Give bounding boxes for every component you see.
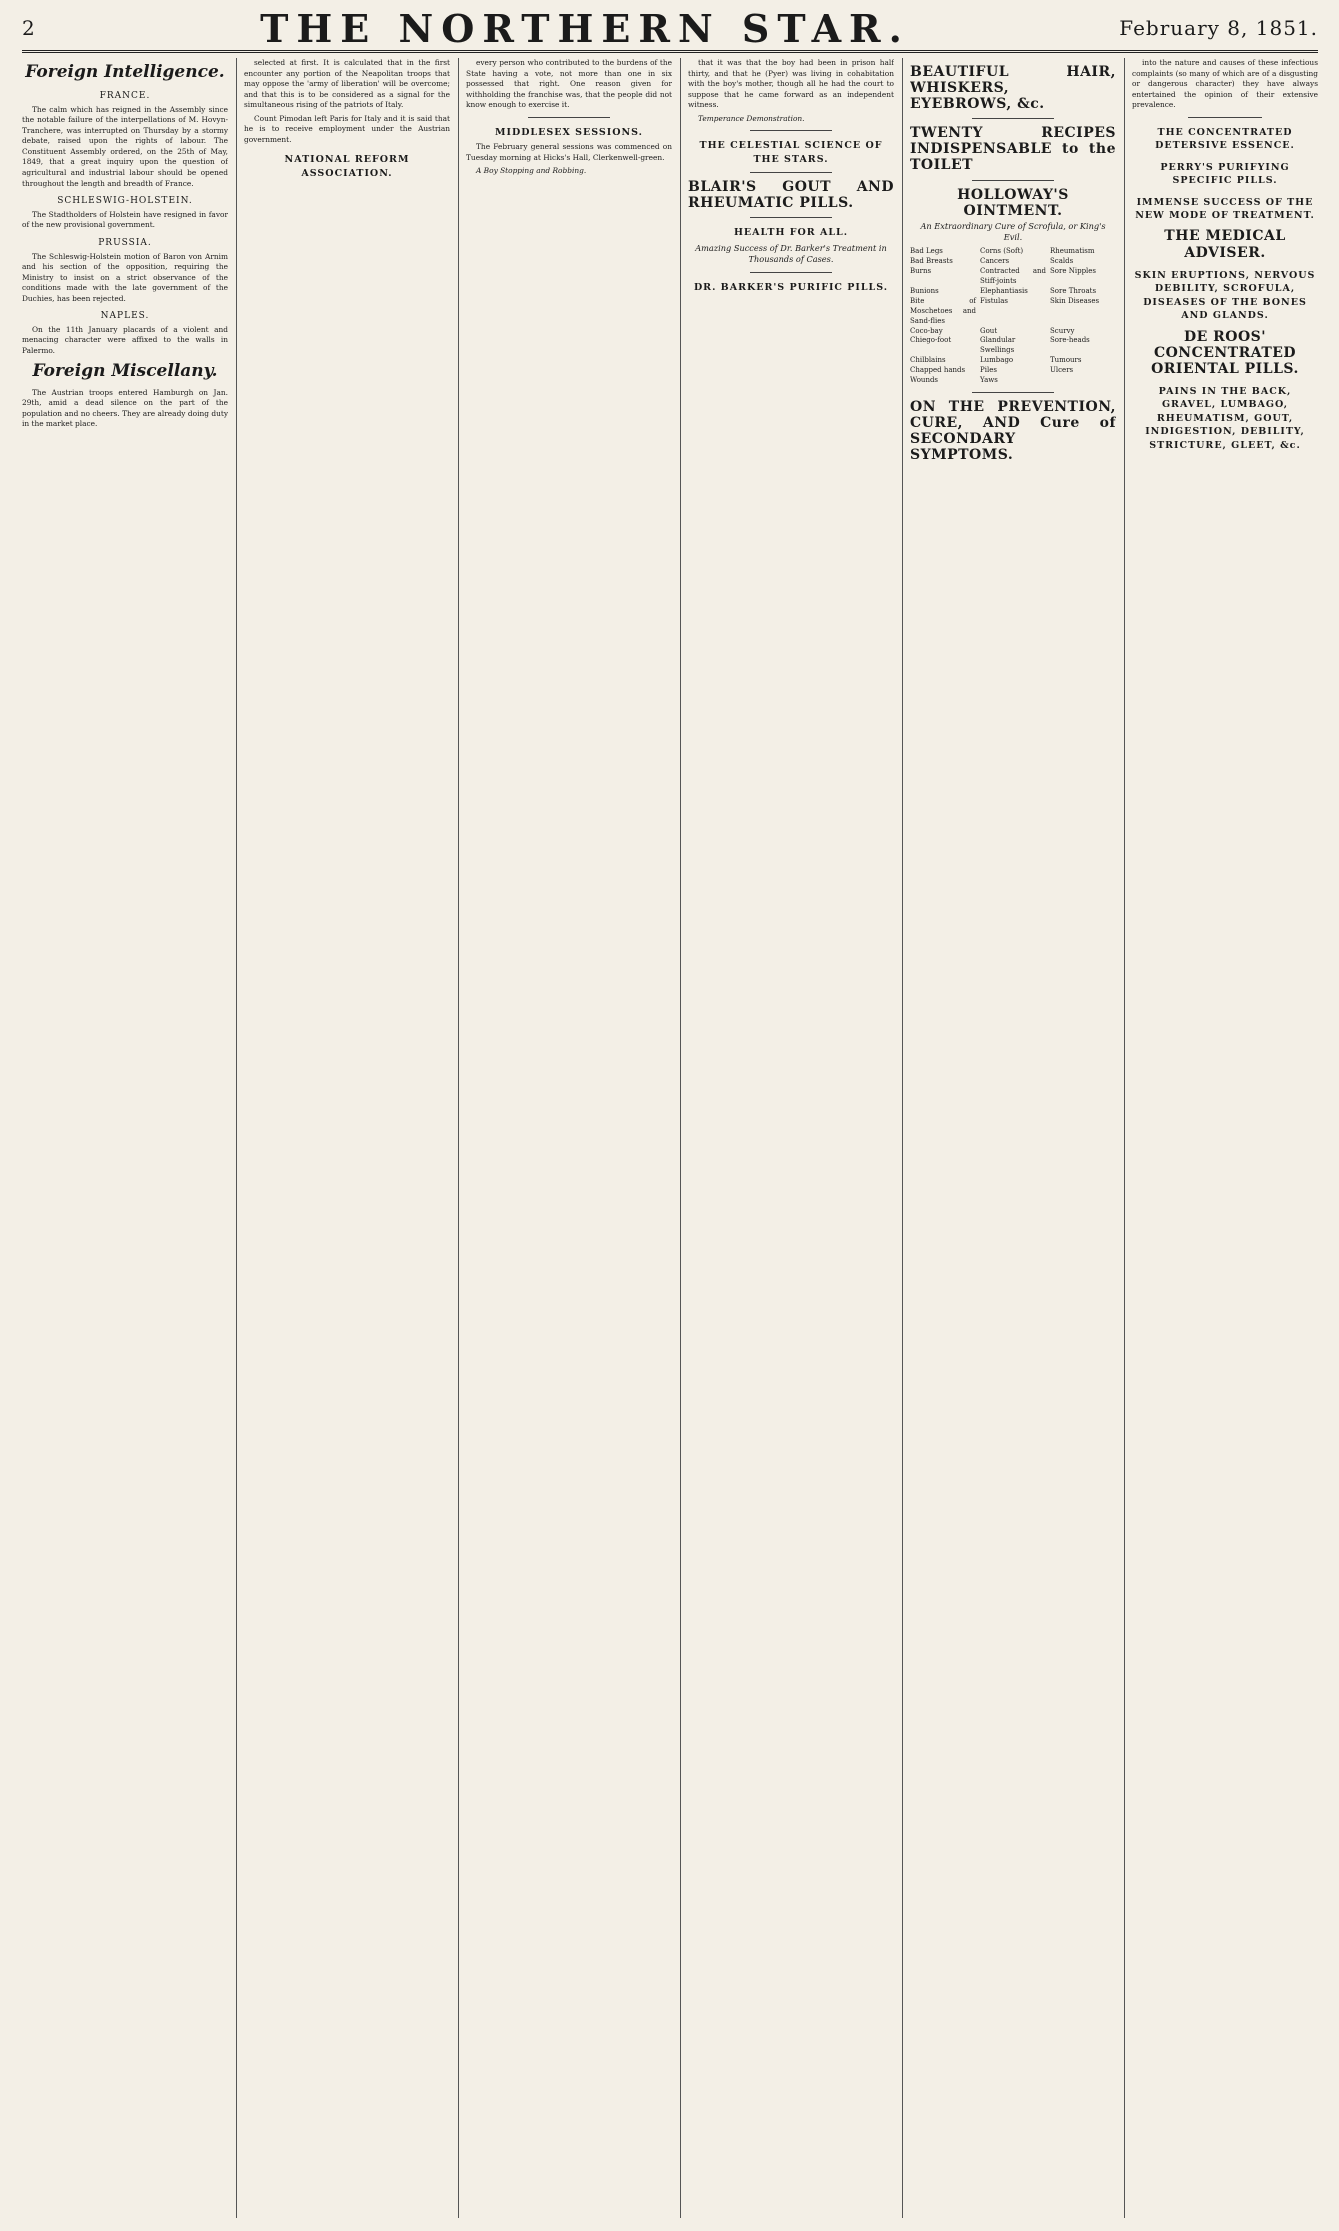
disease-list-item: Bunions [910, 286, 939, 295]
disease-list-item: Tumours [1050, 356, 1082, 365]
ad-prevention-cure: ON THE PREVENTION, CURE, AND Cure of SECONDARY SYMPTOMS. [910, 399, 1116, 464]
section-title-foreign-miscellany: Foreign Miscellany. [32, 361, 218, 382]
divider [972, 392, 1054, 393]
disease-list-item: Skin Diseases [1050, 296, 1100, 305]
ad-immense-success: IMMENSE SUCCESS OF THE NEW MODE OF TREATMENT. [1135, 196, 1315, 221]
disease-list-item: Chilblains [910, 356, 946, 365]
disease-list-item: Chiego-foot [910, 336, 952, 345]
divider [750, 272, 832, 273]
disease-list-item: Burns [910, 266, 932, 275]
disease-list-item: Rheumatism [1050, 247, 1095, 256]
disease-list-item: Glandular Swellings [980, 336, 1016, 355]
disease-list-item: Sore Nipples [1050, 266, 1097, 275]
article-miscellany: The Austrian troops entered Hamburgh on Jan. 29th, amid a dead silence on the part of the population and no cheers. They are already doing duty in the market place. [22, 387, 228, 429]
issue-date: February 8, 1851. [1119, 16, 1318, 40]
ad-blairs-pills: BLAIR'S GOUT AND RHEUMATIC PILLS. [688, 179, 894, 212]
article-court-case: that it was that the boy had been in prison half thirty, and that he (Pyer) was living in cohabitation with the boy's mother, though all he had the court to suppose that he came forward as an independent witness. [688, 58, 894, 110]
disease-list-item: Ulcers [1050, 366, 1074, 375]
article-infectious: into the nature and causes of these infectious complaints (so many of which are of a disgusting or dangerous character) they have always entertained the opinion of their extensive prevalence. [1132, 58, 1318, 110]
column-rule [1124, 58, 1125, 2218]
ad-purific-pills: DR. BARKER'S PURIFIC PILLS. [693, 282, 889, 294]
ad-health-subtitle: Amazing Success of Dr. Barker's Treatment in Thousands of Cases. [695, 242, 887, 265]
divider [972, 180, 1054, 181]
disease-list-item: Cancers [980, 256, 1010, 265]
disease-list-item: Sore-heads [1050, 336, 1090, 345]
disease-list-item: Bad Legs [910, 247, 943, 256]
ad-holloways-ointment: HOLLOWAY'S OINTMENT. [957, 186, 1069, 219]
heading-boy-robbing: A Boy Stopping and Robbing. [476, 166, 587, 176]
divider [1188, 117, 1262, 118]
disease-list-item: Piles [980, 366, 997, 375]
disease-list-item: Scurvy [1050, 326, 1075, 335]
disease-list-item: Gout [980, 326, 998, 335]
newspaper-title: THE NORTHERN STAR. [260, 5, 910, 51]
disease-list-item: Bad Breasts [910, 256, 953, 265]
divider [528, 117, 610, 118]
disease-list-item: Coco-bay [910, 326, 943, 335]
column-rule [902, 58, 903, 2218]
disease-list-item: Contracted and Stiff-joints [980, 266, 1046, 285]
article-italy: selected at first. It is calculated that in the first encounter any portion of the Neapolitan troops that may oppose the 'army of liberation' will be overcome; and that this is to be considered as a signal for the simultaneous rising of the patriots of Italy. [244, 58, 450, 110]
disease-list-item: Corns (Soft) [980, 247, 1024, 256]
heading-france: FRANCE. [99, 91, 151, 102]
disease-list-item: Sore Throats [1050, 286, 1097, 295]
ad-de-roos: DE ROOS' CONCENTRATED ORIENTAL PILLS. [1151, 328, 1299, 377]
divider [750, 217, 832, 218]
column-6 [1132, 58, 1318, 2218]
heading-prussia: PRUSSIA. [98, 237, 152, 248]
page-number: 2 [22, 16, 35, 40]
disease-list-item: Scalds [1050, 256, 1074, 265]
ad-celestial-science: THE CELESTIAL SCIENCE OF THE STARS. [699, 140, 883, 165]
heading-temperance: Temperance Demonstration. [698, 113, 805, 123]
column-4 [688, 58, 894, 2218]
column-rule [236, 58, 237, 2218]
ad-medical-adviser: THE MEDICAL ADVISER. [1164, 228, 1286, 261]
disease-list-item: Fistulas [980, 296, 1009, 305]
heading-schleswig-holstein: SCHLESWIG-HOLSTEIN. [57, 196, 193, 207]
disease-list-item: Chapped hands [910, 366, 966, 375]
disease-list-item: Yaws [980, 376, 998, 385]
ad-detersive-essence: THE CONCENTRATED DETERSIVE ESSENCE. [1155, 126, 1295, 152]
ad-health-for-all: HEALTH FOR ALL. [733, 227, 849, 239]
ad-skin-eruptions: SKIN ERUPTIONS, NERVOUS DEBILITY, SCROFULA, DISEASES OF THE BONES AND GLANDS. [1134, 269, 1316, 322]
disease-list [910, 247, 1116, 386]
disease-list-item: Lumbago [980, 356, 1014, 365]
heading-naples: NAPLES. [100, 311, 150, 322]
ad-beautiful-hair: BEAUTIFUL HAIR, WHISKERS, EYEBROWS, &c. [910, 64, 1116, 113]
divider [972, 118, 1054, 119]
section-title-foreign-intelligence: Foreign Intelligence. [25, 62, 225, 82]
article-prussia: The Schleswig-Holstein motion of Baron von Arnim and his section of the opposition, requiring the Ministry to insist on a strict observance of the conditions made with the late government of the Duchies, has been rejected. [22, 251, 228, 303]
page-columns [22, 58, 1318, 2218]
column-3 [466, 58, 672, 2218]
ad-pains-in-back: PAINS IN THE BACK, GRAVEL, LUMBAGO, RHEUMATISM, GOUT, INDIGESTION, DEBILITY, STRICTURE, GLEET, &c. [1145, 385, 1305, 451]
ad-perrys-pills: PERRY'S PURIFYING SPECIFIC PILLS. [1160, 161, 1290, 187]
heading-middlesex-sessions: MIDDLESEX SESSIONS. [495, 126, 643, 138]
article-pimodan: Count Pimodan left Paris for Italy and it is said that he is to receive employment under the Austrian government. [244, 113, 450, 144]
article-naples: On the 11th January placards of a violent and menacing character were affixed to the walls in Palermo. [22, 324, 228, 355]
column-2 [244, 58, 450, 2218]
column-5 [910, 58, 1116, 2218]
ad-twenty-recipes: TWENTY RECIPES INDISPENSABLE to the TOILET [910, 125, 1116, 174]
masthead [22, 6, 1318, 53]
divider [750, 130, 832, 131]
disease-list-item: Elephantiasis [980, 286, 1028, 295]
article-schleswig: The Stadtholders of Holstein have resigned in favor of the new provisional government. [22, 209, 228, 230]
heading-national-reform: NATIONAL REFORM ASSOCIATION. [284, 154, 410, 179]
disease-list-item: Wounds [910, 376, 939, 385]
column-rule [680, 58, 681, 2218]
disease-list-item: Bite of Moschetoes and Sand-flies [910, 296, 976, 325]
article-franchise: every person who contributed to the burdens of the State having a vote, not more than one in six possessed that right. One reason given for withholding the franchise was, that the people did not know enough to exercise it. [466, 58, 672, 110]
column-1 [22, 58, 228, 2218]
article-france: The calm which has reigned in the Assembly since the notable failure of the interpellations of M. Hovyn-Tranchere, was interrupted on Thursday by a stormy debate, raised upon the rights of labour. The Constituent Assembly ordered, on the 25th of May, 1849, that a great inquiry upon the question of agricultural and industrial labour should be opened throughout the length and breadth of France. [22, 104, 228, 188]
article-middlesex: The February general sessions was commenced on Tuesday morning at Hicks's Hall, Clerkenwell-green. [466, 142, 672, 162]
column-rule [458, 58, 459, 2218]
ad-holloways-subtitle: An Extraordinary Cure of Scrofula, or King's Evil. [920, 220, 1106, 243]
divider [750, 172, 832, 173]
